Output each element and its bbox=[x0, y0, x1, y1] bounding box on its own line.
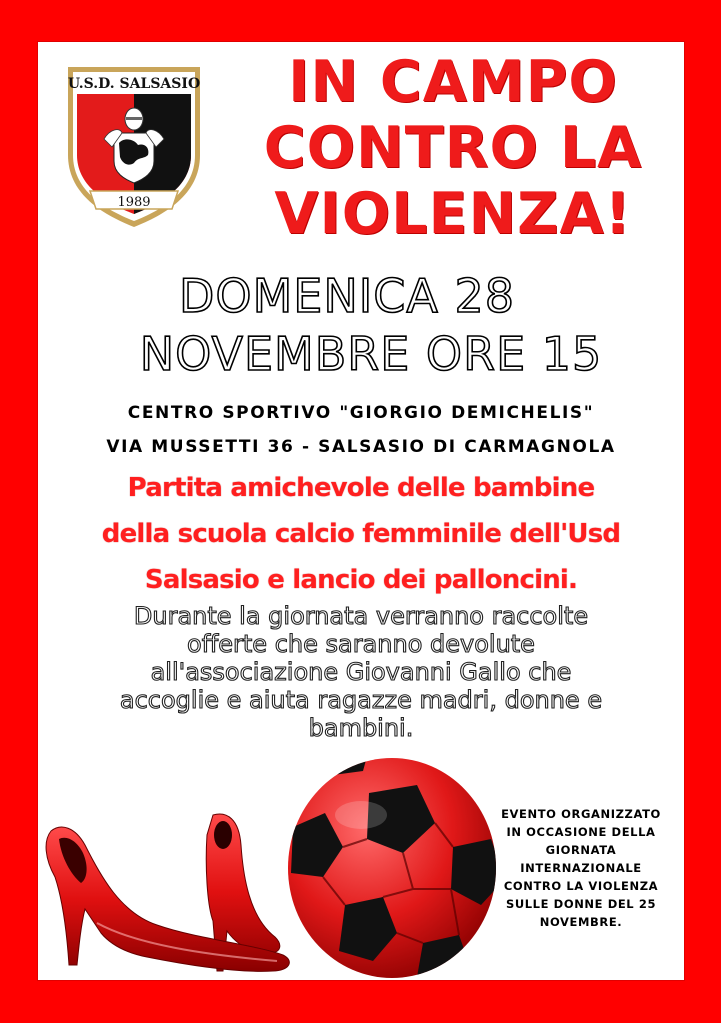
headline-line-3: VIOLENZA! bbox=[274, 181, 632, 247]
headline-line-2: CONTRO LA bbox=[263, 115, 643, 181]
venue-address: VIA MUSSETTI 36 - SALSASIO DI CARMAGNOLA bbox=[106, 437, 616, 457]
note-line-1: EVENTO ORGANIZZATO bbox=[501, 807, 661, 821]
poster-card bbox=[37, 41, 685, 981]
note-line-3: GIORNATA bbox=[545, 843, 617, 857]
logo-club-text: U.S.D. SALSASIO bbox=[67, 76, 201, 92]
description-line-1: Durante la giornata verranno raccolte bbox=[133, 602, 589, 630]
note-line-2: IN OCCASIONE DELLA bbox=[506, 825, 656, 839]
note-line-5: CONTRO LA VIOLENZA bbox=[503, 879, 659, 893]
description-line-3: all'associazione Giovanni Gallo che bbox=[150, 658, 572, 686]
venue-name: CENTRO SPORTIVO "GIORGIO DEMICHELIS" bbox=[127, 403, 595, 423]
club-logo bbox=[64, 63, 204, 229]
event-date-line-2: NOVEMBRE ORE 15 bbox=[139, 327, 603, 381]
note-line-7: NOVEMBRE. bbox=[539, 915, 623, 929]
event-subtitle bbox=[77, 465, 645, 603]
note-line-4: INTERNAZIONALE bbox=[520, 861, 642, 875]
logo-year-text: 1989 bbox=[117, 195, 151, 210]
organizer-note bbox=[493, 805, 669, 931]
subtitle-line-3: Salsasio e lancio dei palloncini. bbox=[144, 565, 578, 595]
subtitle-line-2: della scuola calcio femminile dell'Usd bbox=[101, 519, 621, 549]
subtitle-line-1: Partita amichevole delle bambine bbox=[127, 473, 595, 503]
description-line-4: accoglie e aiuta ragazze madri, donne e bbox=[119, 686, 603, 714]
headline-line-1: IN CAMPO bbox=[288, 49, 618, 115]
description-line-2: offerte che saranno devolute bbox=[187, 630, 535, 658]
soccer-ball bbox=[285, 755, 499, 981]
red-high-heel-shoes bbox=[37, 805, 297, 981]
headline bbox=[227, 49, 679, 247]
event-date-line-1: DOMENICA 28 bbox=[178, 269, 516, 323]
description-line-5: bambini. bbox=[308, 714, 414, 742]
note-line-6: SULLE DONNE DEL 25 bbox=[505, 897, 657, 911]
event-description bbox=[87, 602, 635, 742]
